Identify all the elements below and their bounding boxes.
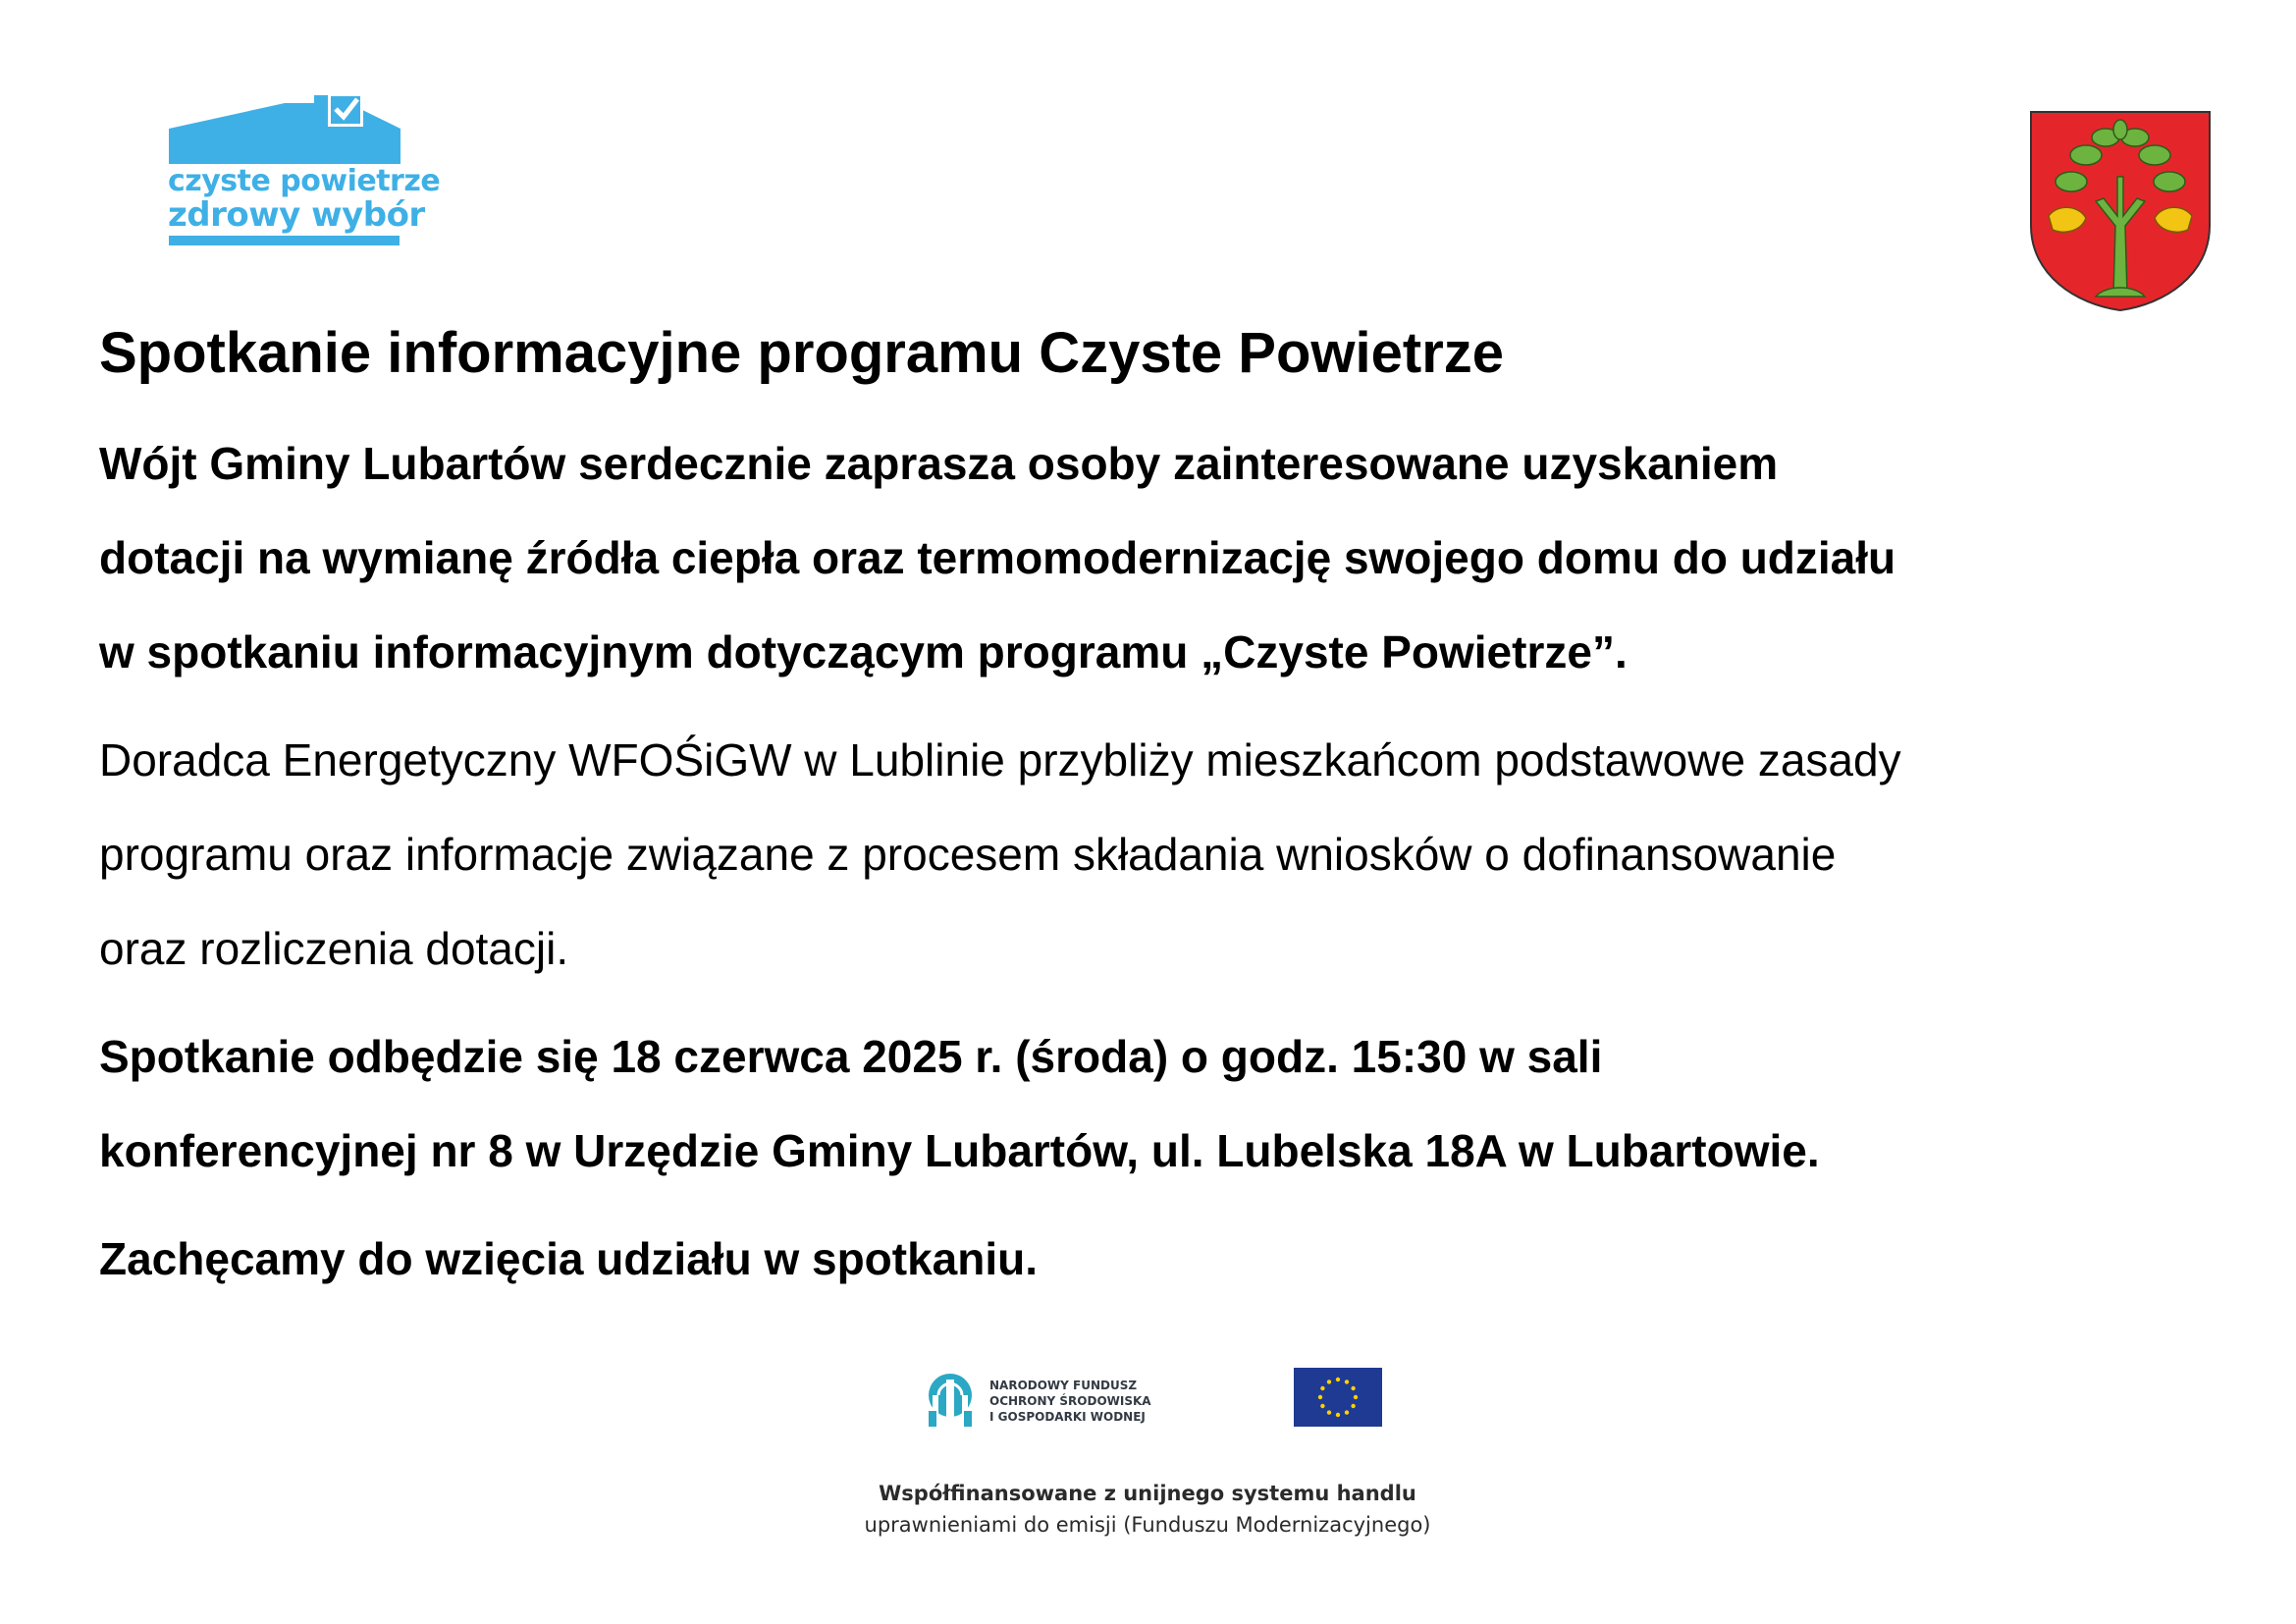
text-line: Spotkanie odbędzie się 18 czerwca 2025 r. (środa) o godz. 15:30 w sali <box>99 1031 1603 1082</box>
paragraph-invitation <box>99 416 2210 699</box>
paragraph-meeting-details <box>99 1009 2210 1198</box>
text-line: konferencyjnej nr 8 w Urzędzie Gminy Lubartów, ul. Lubelska 18A w Lubartowie. <box>99 1125 1820 1176</box>
cofinancing-line-1: Współfinansowane z unijnego systemu handlu <box>879 1482 1416 1505</box>
text-line: Doradca Energetyczny WFOŚiGW w Lublinie przybliży mieszkańcom podstawowe zasady <box>99 734 1901 785</box>
nfosigw-line-1: NARODOWY FUNDUSZ <box>989 1379 1138 1392</box>
page-title: Spotkanie informacyjne programu Czyste Powietrze <box>99 321 1505 385</box>
logo-line-2: zdrowy wybór <box>168 195 425 235</box>
czyste-powietrze-logo <box>167 93 441 250</box>
house-roof-icon <box>167 93 402 164</box>
checkmark-icon <box>328 93 363 127</box>
text-line: dotacji na wymianę źródła ciepła oraz termomodernizację swojego domu do udziału <box>99 532 1896 583</box>
nfosigw-text <box>989 1378 1151 1425</box>
cofinancing-note <box>755 1478 1540 1541</box>
document-body <box>99 314 2210 1306</box>
text-line: oraz rozliczenia dotacji. <box>99 923 569 974</box>
nfosigw-emblem-icon <box>921 1370 980 1429</box>
logo-line-1: czyste powietrze <box>168 164 441 198</box>
coat-of-arms-icon <box>2027 108 2214 314</box>
nfosigw-logo <box>921 1370 1176 1433</box>
paragraph-encouragement <box>99 1212 2210 1306</box>
logo-underline <box>169 236 400 245</box>
nfosigw-line-3: I GOSPODARKI WODNEJ <box>989 1410 1146 1424</box>
paragraph-advisor <box>99 713 2210 996</box>
text-line: Wójt Gminy Lubartów serdecznie zaprasza osoby zainteresowane uzyskaniem <box>99 438 1779 489</box>
cofinancing-line-2: uprawnieniami do emisji (Funduszu Modernizacyjnego) <box>864 1513 1431 1537</box>
text-line: w spotkaniu informacyjnym dotyczącym programu „Czyste Powietrze”. <box>99 626 1628 677</box>
text-line: programu oraz informacje związane z procesem składania wniosków o dofinansowanie <box>99 829 1837 880</box>
nfosigw-line-2: OCHRONY ŚRODOWISKA <box>989 1394 1151 1408</box>
eu-flag-icon <box>1294 1368 1382 1427</box>
text-line: Zachęcamy do wzięcia udziału w spotkaniu. <box>99 1233 1039 1284</box>
